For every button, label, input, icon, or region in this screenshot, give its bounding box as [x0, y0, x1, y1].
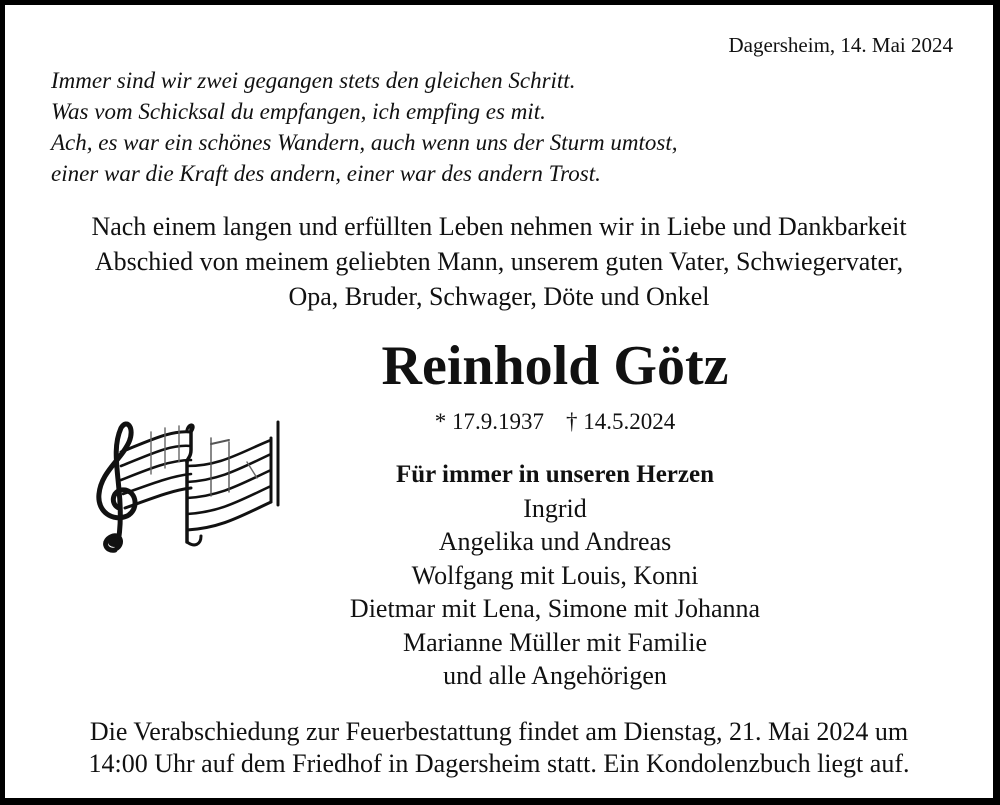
intro-text: [17, 209, 981, 314]
poem-line: einer war die Kraft des andern, einer war des andern Trost.: [51, 161, 601, 186]
poem-line: Immer sind wir zwei gegangen stets den gleichen Schritt.: [51, 68, 576, 93]
mourner-line: und alle Angehörigen: [443, 661, 667, 690]
mourner-line: Marianne Müller mit Familie: [403, 627, 707, 657]
life-dates: [305, 407, 805, 437]
mourner-line: Dietmar mit Lena, Simone mit Johanna: [349, 594, 761, 623]
poem: [51, 65, 678, 189]
intro-line: Opa, Bruder, Schwager, Döte und Onkel: [288, 282, 710, 311]
ceremony-details: [17, 716, 981, 780]
poem-line: Was vom Schicksal du empfangen, ich empfing es mit.: [51, 99, 546, 124]
mourners: [255, 458, 855, 693]
deceased-name: Reinhold Götz: [381, 335, 729, 397]
intro-line: Nach einem langen und erfüllten Leben nehmen wir in Liebe und Dankbarkeit: [91, 212, 907, 241]
ceremony-line: Die Verabschiedung zur Feuerbestattung findet am Dienstag, 21. Mai 2024 um: [89, 717, 909, 746]
death-date: † 14.5.2024: [566, 409, 676, 434]
place-date: Dagersheim, 14. Mai 2024: [728, 33, 953, 57]
ceremony-line: 14:00 Uhr auf dem Friedhof in Dagersheim statt. Ein Kondolenzbuch liegt auf.: [88, 749, 910, 778]
poem-line: Ach, es war ein schönes Wandern, auch wenn uns der Sturm umtost,: [51, 130, 678, 155]
birth-date: * 17.9.1937: [434, 409, 544, 434]
mourner-line: Angelika und Andreas: [438, 527, 672, 556]
mourner-line: Ingrid: [523, 493, 587, 523]
motto: Für immer in unseren Herzen: [395, 461, 715, 488]
mourner-line: Wolfgang mit Louis, Konni: [411, 560, 699, 590]
intro-line: Abschied von meinem geliebten Mann, unserem guten Vater, Schwiegervater,: [94, 247, 904, 276]
